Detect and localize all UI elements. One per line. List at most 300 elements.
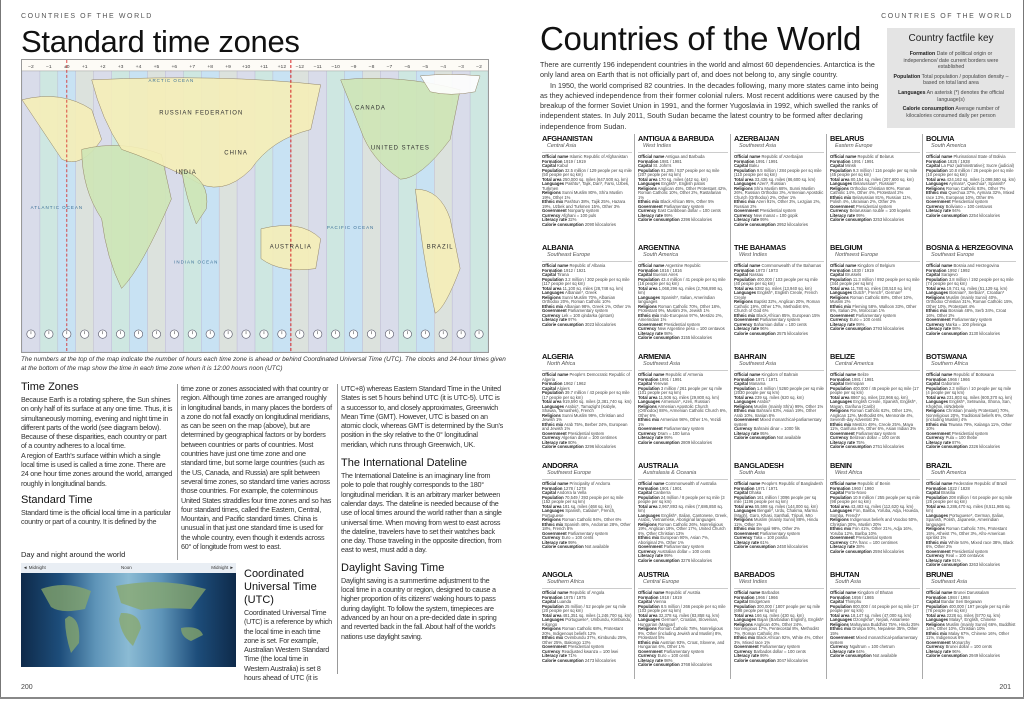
field-value: Fon, Bariba, Yoruba, Adja, Houeda, Somba, French* — [830, 508, 919, 518]
zone-offset-label: +5 — [153, 64, 160, 70]
factfile-field — [734, 223, 824, 228]
field-value: Thimphu — [845, 599, 862, 604]
field-value: Minsk — [845, 163, 857, 168]
factfile-field — [926, 409, 1016, 423]
field-label: Formation — [638, 376, 659, 382]
field-label: Official name — [830, 590, 857, 595]
country-factfile — [636, 461, 730, 563]
field-label: Languages — [830, 617, 853, 622]
field-label: Literacy rate — [542, 317, 567, 322]
zone-offset-label: +4 — [135, 64, 142, 70]
field-value: Muslim (mainly Sunni) 40%, Orthodox Christian 31%, Roman Catholic 15%, Other 10%, Protestant 4% — [926, 294, 1014, 309]
field-label: Formation — [830, 267, 851, 273]
country-region: South America — [926, 470, 1016, 480]
field-value: Commonwealth of the Bahamas — [761, 263, 822, 268]
country-region: South Asia — [830, 579, 920, 589]
field-value: 1992 / 1992 — [947, 267, 970, 273]
country-factfile — [732, 352, 826, 441]
field-label: Official name — [926, 372, 953, 377]
intro-p1: There are currently 196 independent countries in the world and almost 60 dependencies. Antarctica is the only land area on Earth that is not officially part of, and does not belong to, any single country. — [540, 60, 875, 80]
field-label: Formation — [926, 485, 947, 491]
country-factfile — [924, 570, 1018, 659]
dateline-p1: The International Dateline is an imaginary line from pole to pole that roughly corresponds to the 180° longitudinal meridian. It is an arbitrary marker between calendar days. The dateline is needed because of the use of local times around the world rather than a single universal time. When moving from west to east across the dateline, travelers have to set their watches back one day. Those traveling in the opposite direction, from east to west, must add a day. — [341, 471, 502, 555]
field-label: Languages — [638, 617, 661, 622]
field-label: Official name — [830, 372, 857, 377]
field-label: Religions — [830, 294, 849, 300]
field-label: Calorie consumption — [638, 217, 680, 222]
field-value: 250,000 sq. miles (647,500 sq. km) — [562, 176, 629, 182]
field-value: Baku — [749, 163, 759, 168]
field-label: Languages — [638, 294, 661, 300]
factfile-field — [638, 663, 728, 668]
field-value: Muslim (mainly Sunni) 66%, Buddhist 14%, Other 10%, Christian 10% — [926, 621, 1016, 631]
field-label: Official name — [734, 154, 761, 159]
field-value: Parliamentary system — [663, 544, 705, 549]
factfile-field — [734, 659, 824, 664]
field-value: Roman Catholic 62%, Other 13%, Anglican 12%, Methodist 6%, Mennonite 4%, Seventh-day Adventist 3% — [830, 408, 914, 422]
midnight-right-label: Midnight ► — [211, 565, 234, 570]
field-value: 99% — [760, 217, 769, 222]
field-value: Buenos Aires — [653, 272, 678, 277]
field-value: Barbados dollar = 100 cents — [753, 648, 806, 654]
field-value: Azeri*, Russian — [757, 181, 786, 186]
country-factfile — [732, 134, 826, 227]
factfile-field — [734, 436, 824, 441]
field-label: Capital — [734, 272, 748, 277]
zone-offset-label: −2 — [476, 64, 482, 70]
zone-offset-label: −1 — [46, 64, 52, 70]
field-value: White 54%, Mixed race 38%, Black 6%, Other 2% — [926, 539, 1014, 549]
field-value: 98% — [664, 330, 673, 336]
key-item — [893, 90, 1009, 103]
country-region: South America — [926, 143, 1016, 153]
field-value: New manat = 100 gopik — [753, 212, 798, 218]
field-label: Currency — [830, 317, 849, 322]
page-bottom-edge — [0, 697, 1024, 706]
field-value: Austrian 93%, Croat, Slovene, and Hungarian 6%, Other 1% — [638, 639, 725, 649]
field-value: 400,000 / 45 people per sq mile (17 people per sq km) — [830, 385, 919, 395]
field-label: Languages — [542, 290, 565, 295]
country-region: Australasia & Oceania — [638, 470, 728, 480]
field-label: Currency — [734, 535, 753, 540]
field-value: Boliviano = 100 centavos — [945, 203, 993, 209]
field-value: Albanian 98%, Greek 1%, Other 1% — [564, 303, 631, 309]
field-label: Total area — [638, 612, 658, 618]
field-label: Total area — [638, 176, 658, 182]
field-value: Roman Catholic 74%, Protestant 15%, Atheist 7%, Other 3%, Afro-American spiritist 1% — [926, 526, 1007, 540]
field-label: Literacy rate — [734, 653, 759, 658]
field-label: Currency — [830, 208, 849, 213]
country-region: West Indies — [638, 143, 728, 153]
field-label: Religions — [638, 303, 657, 309]
field-label: Official name — [542, 154, 569, 159]
field-label: Formation — [734, 594, 755, 600]
field-label: Ethnic mix — [734, 408, 756, 413]
field-value: Barbados — [761, 590, 780, 595]
factfile-field — [926, 296, 1016, 310]
field-value: Fon 41%, Other 21%, Adja 16%, Yoruba 12%, Bariba 10% — [830, 526, 913, 536]
field-label: Official name — [542, 481, 569, 486]
field-value: Armenian Apostolic Church (Orthodox) 88%, Armenian Catholic Church 6%, Other 6% — [638, 403, 727, 418]
field-value: 2228 sq. miles (5770 sq. km) — [946, 612, 1001, 618]
field-label: Ethnic mix — [734, 526, 756, 531]
field-label: Capital — [542, 163, 556, 168]
field-value: Taka = 100 poisha — [753, 535, 788, 540]
field-value: 400,000 / 103 people per sq mile (40 people per sq km) — [734, 276, 818, 286]
field-value: Malay*, English, Chinese — [949, 617, 996, 622]
country-name: BANGLADESH — [734, 461, 784, 470]
field-value: 1278 / 1278 — [563, 485, 586, 491]
field-label: Languages — [734, 508, 757, 513]
field-value: 2473 kilocalories — [584, 657, 617, 663]
field-label: Formation — [830, 376, 851, 382]
country-region: Northwest Europe — [830, 252, 920, 262]
field-value: Dzongkha*, Nepali, Assamese — [853, 617, 910, 622]
field-value: 32% — [568, 217, 577, 222]
field-value: English*, English patois — [661, 181, 706, 186]
country-name: ARMENIA — [638, 352, 671, 361]
field-value: Tirana — [557, 272, 569, 277]
field-value: 3263 kilocalories — [968, 562, 1001, 567]
field-value: Euro = 100 cents — [657, 653, 690, 658]
field-value: Federative Republic of Brazil — [953, 481, 1008, 486]
field-label: Religions — [830, 517, 849, 522]
field-label: Ethnic mix — [734, 635, 756, 640]
field-label: Total area — [830, 394, 850, 400]
field-label: Population — [926, 276, 948, 282]
factfile-field — [542, 659, 632, 664]
field-value: 3 million / 261 people per sq mile (101 people per sq km) — [638, 385, 723, 395]
field-value: 32,378 sq. miles (83,858 sq. km) — [658, 612, 720, 618]
field-value: Parliamentary system — [759, 530, 801, 536]
country-factfile — [732, 570, 826, 663]
zone-offset-label: −2 — [28, 64, 34, 70]
field-label: Ethnic mix — [734, 199, 756, 204]
field-label: Total area — [830, 612, 850, 618]
country-factfile — [924, 134, 1018, 218]
field-label: Population — [638, 167, 660, 173]
column-divider — [177, 384, 178, 560]
field-value: 2,967,893 sq. miles (7,686,850 sq. km) — [638, 503, 723, 513]
field-label: Calorie consumption — [734, 435, 776, 440]
field-label: Population — [542, 276, 564, 282]
field-value: Brunei dollar = 100 cents — [945, 644, 993, 649]
field-label: Currency — [542, 535, 561, 540]
field-value: Roman Catholic 94%, Other 6% — [562, 517, 622, 522]
field-label: Religions — [542, 190, 561, 195]
field-label: Languages — [638, 512, 661, 518]
field-value: Vienna — [653, 599, 667, 604]
country-name: AFGHANISTAN — [542, 134, 593, 143]
field-label: Languages — [926, 399, 949, 404]
field-label: Ethnic mix — [638, 639, 660, 645]
key-term: Population — [893, 73, 921, 80]
factfile-field — [638, 523, 728, 537]
country-region: West Indies — [734, 579, 824, 589]
field-value: Plurinational State of Bolivia — [953, 154, 1006, 159]
utc-p1: Coordinated Universal Time (UTC) is a reference by which the local time in each time zone is set. For example, Australian Western Standard Time (the local time in Western Australia) is set 8 hours ahead of UTC (it is — [244, 608, 332, 683]
field-label: Calorie consumption — [542, 657, 584, 663]
field-value: Parliamentary system — [951, 317, 993, 322]
country-name: AZERBAIJAN — [734, 134, 780, 143]
field-label: Government — [830, 312, 855, 318]
field-value: Kingdom of Bhutan — [857, 590, 894, 595]
field-label: Population — [638, 276, 660, 282]
field-label: Calorie consumption — [638, 662, 680, 667]
field-value: Belarussian*, Russian* — [853, 181, 896, 186]
field-value: 99% — [760, 653, 769, 658]
field-label: Literacy rate — [638, 553, 663, 558]
field-label: Calorie consumption — [734, 657, 776, 663]
field-value: People's Democratic Republic of Algeria — [542, 372, 630, 382]
field-value: 99% — [856, 321, 865, 327]
grid-divider — [826, 134, 827, 679]
field-value: 300,000 / 1807 people per sq mile (698 people per sq km) — [734, 603, 821, 613]
field-label: Languages — [734, 617, 757, 622]
field-label: Calorie consumption — [542, 321, 584, 327]
field-value: 1966 / 1966 — [947, 376, 970, 382]
field-label: Formation — [926, 267, 947, 273]
field-label: Official name — [638, 481, 665, 486]
field-label: Religions — [830, 185, 849, 191]
field-label: Formation — [542, 158, 563, 164]
field-value: 94% — [952, 208, 961, 213]
field-label: Currency — [638, 430, 657, 436]
country-factfile — [828, 134, 922, 223]
field-label: Government — [926, 548, 951, 554]
field-label: Currency — [638, 653, 657, 658]
field-value: 61% — [760, 539, 769, 545]
field-label: Capital — [830, 381, 844, 386]
zone-offset-label: −7 — [386, 64, 393, 70]
factfile-field — [926, 214, 1016, 219]
field-value: Australian dollar = 100 cents — [657, 548, 711, 554]
field-label: Formation — [830, 158, 851, 164]
field-value: Black African 92%, White 4%, Other 3%, Mixed race 1% — [734, 635, 824, 645]
field-label: Population — [734, 276, 756, 282]
field-label: Official name — [926, 481, 953, 486]
field-label: Languages — [926, 512, 949, 518]
column-2 — [181, 384, 333, 551]
field-label: Government — [734, 530, 759, 536]
field-label: Formation — [638, 485, 659, 491]
field-label: Population — [638, 494, 660, 500]
field-value: Parliamentary system — [663, 203, 705, 209]
field-label: Calorie consumption — [830, 217, 872, 222]
field-label: Total area — [926, 285, 946, 291]
factfile-field — [830, 654, 920, 659]
field-value: Brunei Darussalam — [953, 590, 990, 595]
field-value: Bahamian dollar = 100 cents — [753, 321, 807, 327]
field-label: Total area — [926, 503, 946, 509]
country-region: Southwest Asia — [638, 361, 728, 371]
field-label: Official name — [734, 372, 761, 377]
field-label: Religions — [734, 621, 753, 627]
field-label: Currency — [830, 644, 849, 649]
field-value: 166 sq. miles (430 sq. km) — [754, 612, 804, 618]
field-label: Currency — [638, 326, 657, 331]
country-region: Southeast Asia — [926, 579, 1016, 589]
country-factfile — [732, 243, 826, 336]
field-value: Not available — [872, 653, 898, 658]
field-label: Religions — [542, 294, 561, 300]
field-label: Total area — [542, 176, 562, 182]
country-factfile — [828, 352, 922, 450]
field-label: Capital — [638, 490, 652, 495]
field-label: Religions — [542, 517, 561, 522]
country-region: West Africa — [830, 470, 920, 480]
field-label: Languages — [926, 617, 949, 622]
field-value: 11,506 sq. miles (29,800 sq. km) — [658, 394, 720, 400]
field-label: Ethnic mix — [542, 635, 564, 640]
field-label: Total area — [830, 285, 850, 291]
zone-offset-label: +1 — [81, 64, 88, 70]
field-label: Calorie consumption — [638, 439, 680, 445]
field-label: Literacy rate — [638, 657, 663, 663]
field-value: Roman Catholic 70%, Other 18%, Protestant 9%, Muslim 2%, Jewish 1% — [638, 303, 721, 313]
field-value: Antigua and Barbuda — [665, 154, 705, 159]
field-label: Capital — [734, 381, 748, 386]
field-label: Official name — [542, 263, 569, 268]
field-value: Kabul — [557, 163, 568, 168]
field-value: Ngultrum = 100 chetrum — [849, 644, 895, 649]
field-value: Sunni Muslim 70%, Albanian Orthodox 20%, Roman Catholic 10% — [542, 294, 616, 304]
field-label: Government — [734, 417, 759, 422]
field-label: Capital — [926, 599, 940, 604]
map-label: RUSSIAN FEDERATION — [159, 110, 244, 117]
field-label: Government — [542, 308, 567, 313]
field-label: Religions — [638, 185, 657, 191]
country-name: ALGERIA — [542, 352, 574, 361]
field-value: 10.9 million / 255 people per sq mile (98 people per sq km) — [830, 494, 920, 504]
zone-offset-label: −8 — [368, 64, 375, 70]
field-label: Currency — [734, 648, 753, 654]
field-label: Currency — [542, 312, 561, 318]
field-value: 8867 sq. miles (22,966 sq. km) — [850, 394, 908, 400]
field-value: CFA franc = 100 centimes — [849, 539, 898, 545]
key-definition: Average number of kilocalories consumed daily per person — [906, 106, 1000, 119]
field-label: Literacy rate — [830, 212, 855, 218]
field-label: Government — [542, 208, 567, 213]
field-label: Religions — [638, 521, 657, 527]
field-value: Spanish*, Italian, Amerindian languages — [638, 294, 715, 304]
field-value: Luanda — [557, 599, 572, 604]
factfile-field — [926, 514, 1016, 528]
field-value: Presidential system — [855, 535, 893, 540]
country-factfile — [540, 134, 634, 227]
field-value: 1919 / 1919 — [563, 158, 586, 164]
time-zone-band — [470, 60, 488, 352]
field-value: Presidential system — [951, 199, 989, 204]
field-label: Formation — [638, 594, 659, 600]
field-value: 208 million / 64 people per sq mile (25 people per sq km) — [926, 494, 1013, 504]
field-value: 99% — [664, 553, 673, 558]
field-label: Official name — [830, 154, 857, 159]
standard-time-p1: Standard time is the official local time in a particular country or part of a country. It is defined by the — [21, 507, 171, 527]
field-label: Total area — [926, 394, 946, 400]
factfile-field — [926, 332, 1016, 337]
country-factfile — [828, 243, 922, 332]
field-label: Literacy rate — [830, 544, 855, 549]
field-value: Bahraini dinar = 1000 fils — [753, 426, 800, 431]
field-value: Portuguese*, German, Italian, Spanish, Polish, Japanese, Amerindian languages — [926, 512, 1005, 527]
field-value: Mixed monarchical-parliamentary system — [830, 635, 918, 645]
field-label: Population — [926, 494, 948, 500]
zone-offset-label: −5 — [422, 64, 429, 70]
zone-offset-label: +11 — [259, 64, 268, 70]
field-label: Literacy rate — [638, 330, 663, 336]
field-value: Republic of Angola — [569, 590, 605, 595]
field-value: Bridgetown — [749, 599, 771, 604]
field-label: Total area — [830, 503, 850, 509]
field-label: Religions — [734, 299, 753, 304]
country-factfile — [636, 570, 730, 668]
field-value: Sarajevo — [941, 272, 958, 277]
factfile-field — [926, 527, 1016, 541]
field-value: Mixed monarchical-parliamentary system — [734, 417, 822, 427]
field-label: Ethnic mix — [830, 303, 852, 309]
field-label: Literacy rate — [830, 321, 855, 327]
field-value: Presidential system — [855, 203, 893, 209]
field-value: Spanish, Catalan*, French, Portuguese — [542, 508, 616, 518]
field-label: Official name — [830, 481, 857, 486]
factfile-field — [542, 223, 632, 228]
field-value: 19,741 sq. miles (51,129 sq. km) — [946, 285, 1008, 291]
grid-divider — [634, 134, 635, 679]
field-value: 1822 / 1828 — [947, 485, 970, 491]
field-value: 99% — [568, 539, 577, 545]
field-label: Government — [830, 203, 855, 209]
field-value: Roman Catholic 88%, Other 10%, Muslim 2% — [830, 294, 913, 304]
field-value: 8.5 million / 266 people per sq mile (103 people per sq km) — [638, 603, 726, 613]
field-label: Calorie consumption — [926, 562, 968, 567]
map-label: AUSTRALIA — [269, 244, 312, 251]
field-value: 9.5 million / 284 people per sq mile (110 people per sq km) — [734, 167, 822, 177]
field-value: 3.2 million / 302 people per sq mile (117 people per sq km) — [542, 276, 630, 286]
field-value: 11,780 sq. miles (30,510 sq. km) — [850, 285, 912, 291]
field-label: Formation — [542, 381, 563, 386]
country-name: BELARUS — [830, 134, 864, 143]
country-region: Central America — [830, 361, 920, 371]
field-value: 1981 / 1981 — [659, 158, 682, 164]
field-value: Aymara*, Quechua*, Spanish* — [949, 181, 1006, 186]
factfile-field — [926, 654, 1016, 659]
field-value: 2254 kilocalories — [968, 212, 1001, 218]
field-label: Capital — [926, 490, 940, 495]
field-value: 1918 / 1919 — [659, 594, 682, 600]
field-value: 1991 / 1991 — [851, 158, 874, 164]
field-label: Total area — [542, 612, 562, 618]
field-value: Argentine Republic — [665, 263, 701, 268]
factfile-field — [734, 623, 824, 637]
field-label: Religions — [926, 185, 945, 191]
field-value: Muslim (mainly Shi'a) 99%, Other 1% — [754, 403, 824, 409]
diagram-landmasses — [21, 573, 236, 667]
field-label: Capital — [830, 163, 844, 168]
zone-offset-label: −4 — [440, 64, 447, 70]
field-label: Government — [542, 430, 567, 436]
field-label: Population — [926, 167, 948, 173]
key-term: Formation — [909, 51, 936, 57]
field-value: Indigenous beliefs and Voodoo 50%, Christian 30%, Muslim 20% — [830, 517, 919, 527]
field-label: Population — [926, 385, 948, 391]
field-value: 11,100 sq. miles (28,748 sq. km) — [562, 285, 624, 291]
field-value: 32.5 million / 129 people per sq mile (50 people per sq km) — [542, 167, 632, 177]
field-label: Calorie consumption — [542, 444, 584, 449]
field-label: Religions — [734, 517, 753, 522]
field-label: Capital — [830, 490, 844, 495]
field-label: Formation — [542, 267, 563, 273]
